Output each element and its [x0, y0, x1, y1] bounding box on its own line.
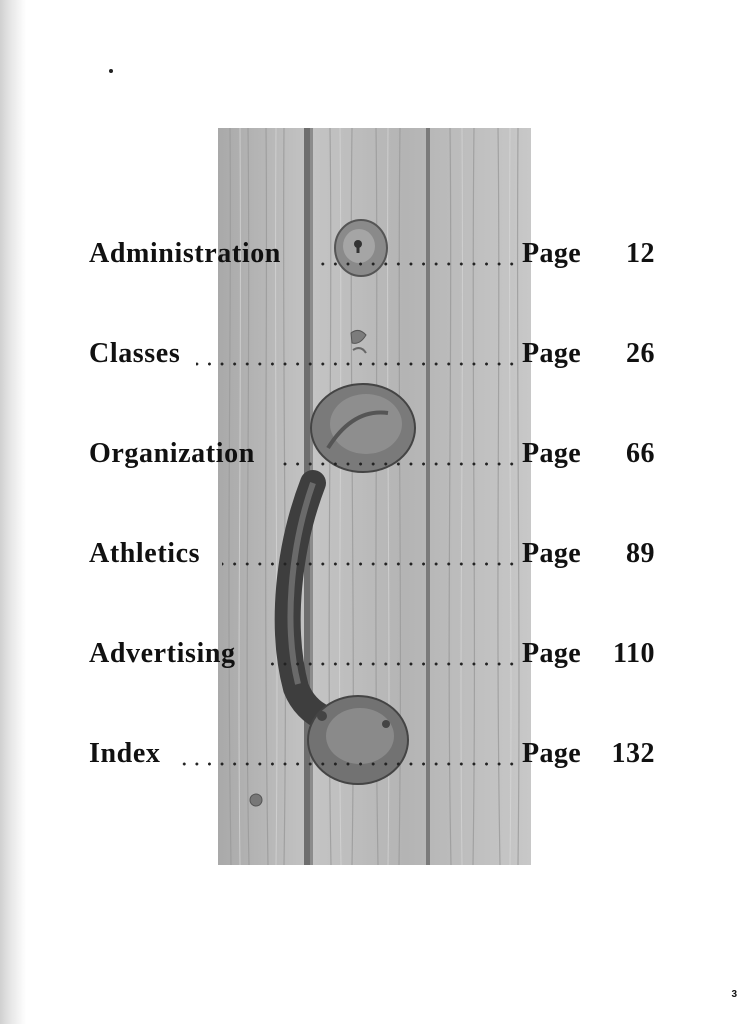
- toc-entry-administration: [0, 236, 751, 276]
- toc-page-number: 26: [626, 338, 655, 369]
- toc-leader-dots: [196, 362, 518, 366]
- scan-speck: [109, 69, 113, 73]
- toc-page-label: Page: [522, 738, 582, 769]
- toc-page-number: 89: [626, 538, 655, 569]
- toc-entry-advertising: [0, 636, 751, 676]
- toc-page-number: 12: [626, 238, 655, 269]
- toc-entry-title: Organization: [89, 438, 255, 469]
- toc-entry-title: Index: [89, 738, 161, 769]
- toc-entry-title: Administration: [89, 238, 281, 269]
- toc-leader-dots: [262, 662, 518, 666]
- toc-page-label: Page: [522, 238, 582, 269]
- toc-entry-organization: [0, 436, 751, 476]
- toc-leader-dots: [182, 762, 518, 766]
- toc-leader-dots: [312, 262, 518, 266]
- folio-page-number: 3: [731, 989, 737, 1000]
- scan-edge-shadow: [0, 0, 26, 1024]
- toc-leader-dots: [222, 562, 518, 566]
- toc-page-label: Page: [522, 438, 582, 469]
- toc-entry-title: Advertising: [89, 638, 236, 669]
- toc-page-number: 66: [626, 438, 655, 469]
- toc-page-label: Page: [522, 338, 582, 369]
- toc-page-label: Page: [522, 538, 582, 569]
- toc-entry-athletics: [0, 536, 751, 576]
- toc-entry-classes: [0, 336, 751, 376]
- toc-page-number: 132: [611, 738, 655, 769]
- toc-entry-title: Classes: [89, 338, 181, 369]
- toc-leader-dots: [282, 462, 518, 466]
- toc-page-number: 110: [613, 638, 655, 669]
- toc-page-label: Page: [522, 638, 582, 669]
- toc-entry-title: Athletics: [89, 538, 201, 569]
- toc-entry-index: [0, 736, 751, 776]
